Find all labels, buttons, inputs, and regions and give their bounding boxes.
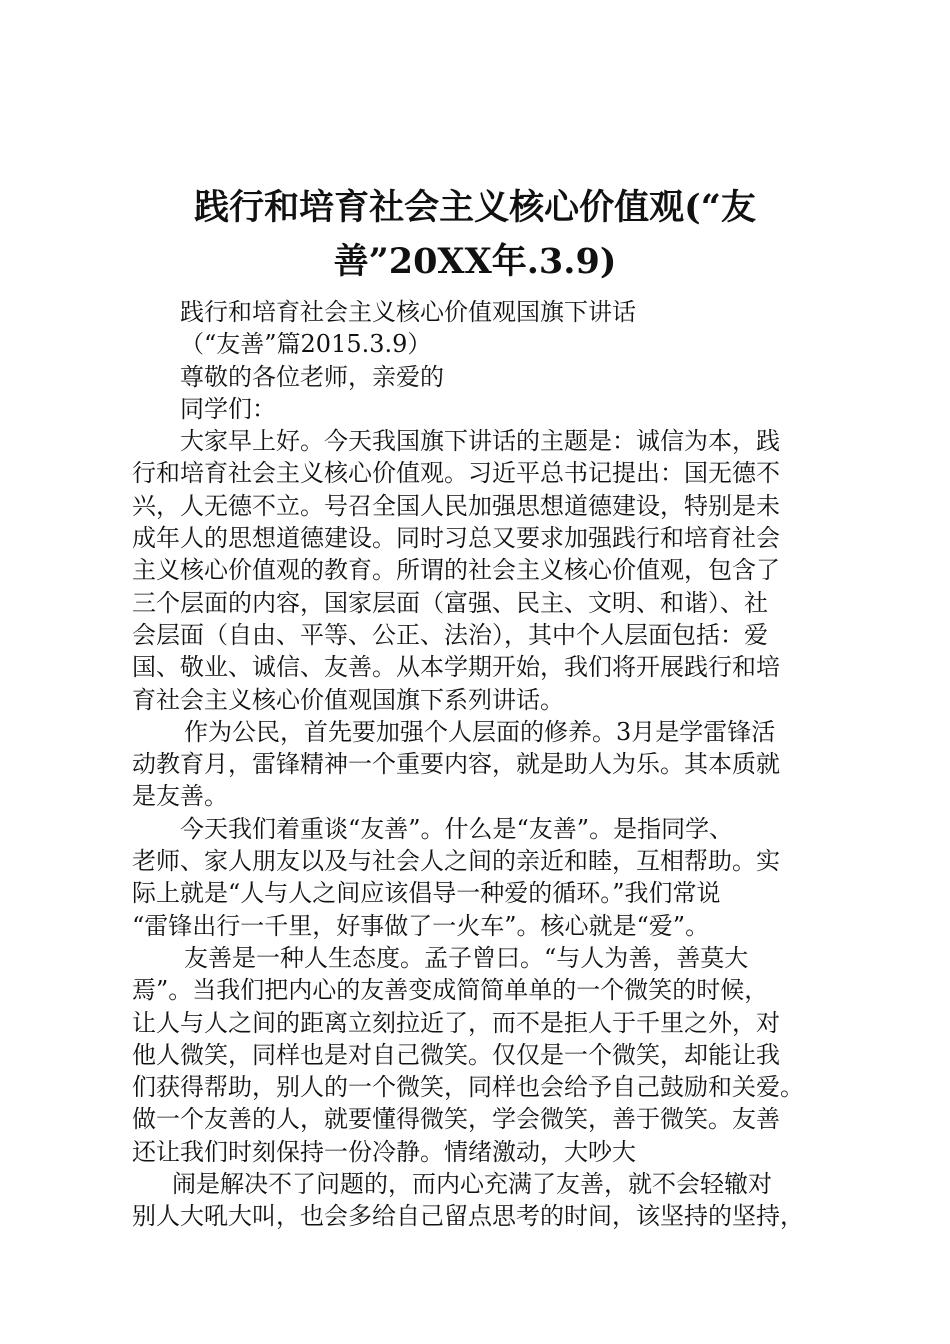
paragraph-line: 三个层面的内容，国家层面（富强、民主、文明、和谐）、社 xyxy=(132,588,768,617)
paragraph-line: 国、敬业、诚信、友善。从本学期开始，我们将开展践行和培 xyxy=(132,653,780,682)
paragraph-line: 际上就是“人与人之间应该倡导一种爱的循环。”我们常说 xyxy=(132,879,721,908)
paragraph-line: 今天我们着重谈“友善”。什么是“友善”。是指同学、 xyxy=(180,814,734,843)
subtitle-date-line: （“友善”篇2015.3.9） xyxy=(180,330,432,359)
paragraph-line: 是友善。 xyxy=(132,782,228,811)
paragraph-line: 主义核心价值观的教育。所谓的社会主义核心价值观，包含了 xyxy=(132,556,780,585)
paragraph-line: 让人与人之间的距离立刻拉近了，而不是拒人于千里之外，对 xyxy=(132,1008,780,1037)
paragraph-line: 动教育月，雷锋精神一个重要内容，就是助人为乐。其本质就 xyxy=(132,750,780,779)
salutation-line: 尊敬的各位老师，亲爱的 xyxy=(180,362,444,391)
paragraph-line: 大家早上好。今天我国旗下讲话的主题是：诚信为本，践 xyxy=(180,427,780,456)
paragraph-line: 们获得帮助，别人的一个微笑，同样也会给予自己鼓励和关爱。 xyxy=(132,1073,804,1102)
document-title-line-1: 践行和培育社会主义核心价值观(“友 xyxy=(194,187,756,228)
paragraph-line: 作为公民，首先要加强个人层面的修养。3月是学雷锋活 xyxy=(184,717,776,746)
paragraph-line: 焉”。当我们把内心的友善变成简简单单的一个微笑的时候， xyxy=(132,976,769,1005)
paragraph-line: 他人微笑，同样也是对自己微笑。仅仅是一个微笑，却能让我 xyxy=(132,1040,780,1069)
paragraph-line: 兴，人无德不立。号召全国人民加强思想道德建设，特别是未 xyxy=(132,491,780,520)
paragraph-line: 做一个友善的人，就要懂得微笑，学会微笑，善于微笑。友善 xyxy=(132,1105,780,1134)
paragraph-line: 还让我们时刻保持一份冷静。情绪激动，大吵大 xyxy=(132,1137,636,1166)
paragraph-line: 闹是解决不了问题的，而内心充满了友善，就不会轻辙对 xyxy=(172,1170,772,1199)
document-title-line-2: 善”20XX年.3.9) xyxy=(333,241,617,282)
paragraph-line: 别人大吼大叫，也会多给自己留点思考的时间，该坚持的坚持， xyxy=(132,1202,804,1231)
paragraph-line: “雷锋出行一千里，好事做了一火车”。核心就是“爱”。 xyxy=(132,911,710,940)
paragraph-line: 会层面（自由、平等、公正、法治），其中个人层面包括：爱 xyxy=(132,620,768,649)
salutation-line: 同学们： xyxy=(180,394,276,423)
paragraph-line: 行和培育社会主义核心价值观。习近平总书记提出：国无德不 xyxy=(132,459,780,488)
paragraph-line: 成年人的思想道德建设。同时习总又要求加强践行和培育社会 xyxy=(132,524,780,553)
paragraph-line: 老师、家人朋友以及与社会人之间的亲近和睦，互相帮助。实 xyxy=(132,847,780,876)
paragraph-line: 友善是一种人生态度。孟子曾曰。“与人为善，善莫大 xyxy=(184,943,749,972)
subtitle-line: 践行和培育社会主义核心价值观国旗下讲话 xyxy=(180,298,636,326)
paragraph-line: 育社会主义核心价值观国旗下系列讲话。 xyxy=(132,685,564,714)
document-body xyxy=(132,296,848,1233)
